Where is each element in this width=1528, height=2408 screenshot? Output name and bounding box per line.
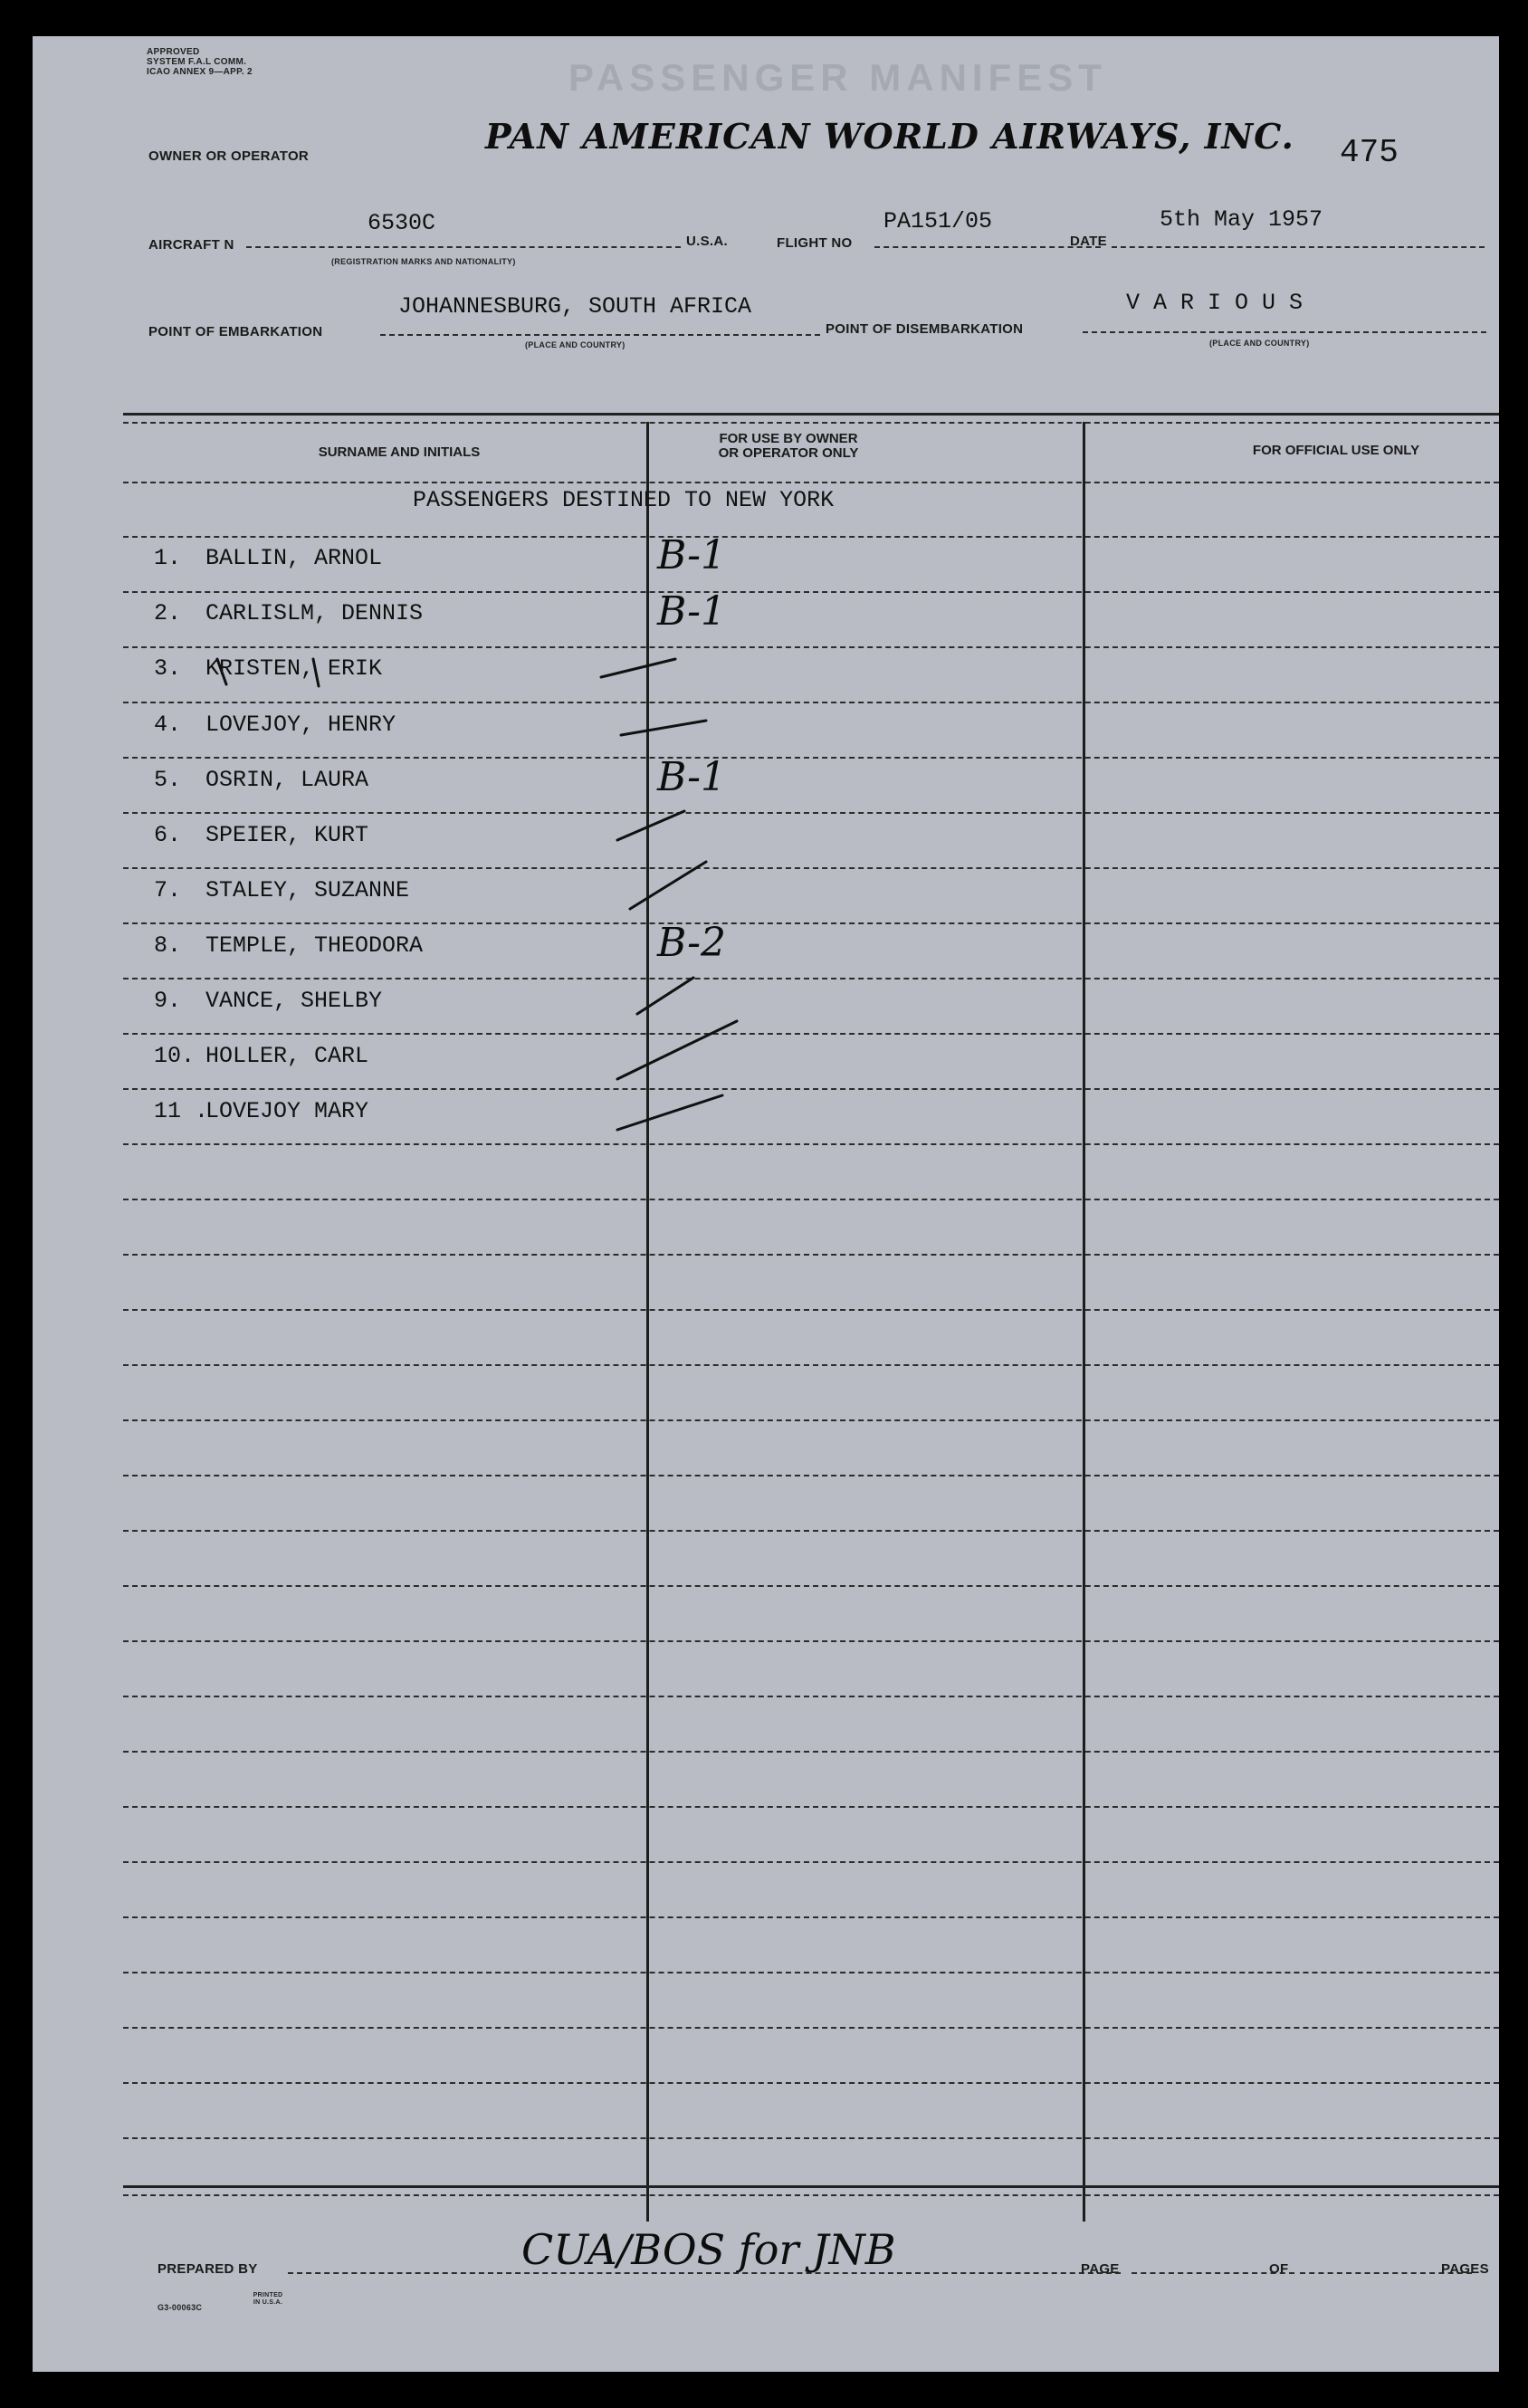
- title-stamp: PASSENGER MANIFEST: [568, 56, 1107, 99]
- row-number: 11 .: [154, 1098, 209, 1124]
- strike-mark: [217, 659, 226, 684]
- handwritten-strokes: [33, 36, 1499, 2372]
- passenger-name: SPEIER, KURT: [205, 822, 369, 848]
- airline-name: PAN AMERICAN WORLD AIRWAYS, INC.: [485, 116, 1294, 157]
- row-number: 2.: [154, 600, 182, 626]
- row-number: 1.: [154, 545, 182, 571]
- dash-mark-3: [601, 659, 675, 677]
- passenger-name: TEMPLE, THEODORA: [205, 932, 424, 959]
- passenger-name: BALLIN, ARNOL: [205, 545, 383, 571]
- passenger-name: VANCE, SHELBY: [205, 988, 383, 1014]
- approval-line: SYSTEM F.A.L COMM.: [147, 57, 247, 67]
- header-official: FOR OFFICIAL USE ONLY: [1252, 443, 1420, 458]
- dash-mark-4: [621, 721, 706, 735]
- row-number: 4.: [154, 712, 182, 738]
- pages-label: PAGES: [1441, 2261, 1489, 2277]
- section-heading: PASSENGERS DESTINED TO NEW YORK: [413, 487, 835, 513]
- dash-mark-10: [617, 1021, 737, 1079]
- owner-label: OWNER OR OPERATOR: [148, 148, 310, 164]
- row-number: 8.: [154, 932, 182, 959]
- aircraft-value: 6530C: [368, 210, 436, 236]
- embarkation-label: POINT OF EMBARKATION: [148, 324, 323, 339]
- of-label: OF: [1269, 2261, 1289, 2277]
- header-owner-line: FOR USE BY OWNER: [719, 431, 858, 446]
- passenger-name: LOVEJOY MARY: [205, 1098, 369, 1124]
- disembarkation-value: V A R I O U S: [1126, 290, 1304, 316]
- dash-mark-9: [637, 978, 693, 1014]
- prepared-label: PREPARED BY: [158, 2261, 258, 2277]
- disembarkation-caption: (PLACE AND COUNTRY): [1209, 339, 1310, 348]
- row-number: 7.: [154, 877, 182, 903]
- disembarkation-label: POINT OF DISEMBARKATION: [826, 321, 1024, 337]
- owner-mark: B-1: [657, 588, 727, 635]
- passenger-name: LOVEJOY, HENRY: [205, 712, 396, 738]
- row-number: 3.: [154, 655, 182, 682]
- owner-mark: B-1: [657, 754, 727, 800]
- row-number: 5.: [154, 767, 182, 793]
- header-owner-line: OR OPERATOR ONLY: [718, 445, 859, 461]
- date-value: 5th May 1957: [1160, 206, 1323, 233]
- dash-mark-11: [617, 1095, 722, 1130]
- page-number: 475: [1340, 134, 1399, 171]
- row-number: 9.: [154, 988, 182, 1014]
- owner-mark: B-2: [657, 920, 727, 966]
- manifest-sheet: [33, 36, 1499, 2372]
- passenger-name: HOLLER, CARL: [205, 1043, 369, 1069]
- form-code: G3-00063C: [158, 2303, 203, 2312]
- passenger-name: KRISTEN, ERIK: [205, 655, 383, 682]
- strike-mark-2: [313, 659, 319, 686]
- usa-label: U.S.A.: [686, 234, 728, 249]
- embarkation-value: JOHANNESBURG, SOUTH AFRICA: [398, 293, 752, 320]
- row-number: 6.: [154, 822, 182, 848]
- flight-label: FLIGHT NO: [777, 235, 853, 251]
- passenger-name: CARLISLM, DENNIS: [205, 600, 424, 626]
- embarkation-caption: (PLACE AND COUNTRY): [525, 340, 626, 349]
- page-label: PAGE: [1081, 2261, 1120, 2277]
- owner-mark: B-1: [657, 532, 727, 578]
- passenger-name: OSRIN, LAURA: [205, 767, 369, 793]
- approval-line: APPROVED: [147, 47, 200, 57]
- passenger-name: STALEY, SUZANNE: [205, 877, 410, 903]
- prepared-signature: CUA/BOS for JNB: [521, 2225, 896, 2274]
- printed-label: PRINTED IN U.S.A.: [253, 2292, 283, 2306]
- flight-value: PA151/05: [883, 208, 993, 234]
- registration-caption: (REGISTRATION MARKS AND NATIONALITY): [331, 257, 516, 266]
- row-number: 10.: [154, 1043, 196, 1069]
- aircraft-label: AIRCRAFT N: [148, 237, 234, 253]
- dash-mark-6: [617, 811, 684, 840]
- approval-line: ICAO ANNEX 9—APP. 2: [147, 67, 253, 77]
- header-surname: SURNAME AND INITIALS: [318, 444, 481, 460]
- date-label: DATE: [1070, 234, 1107, 249]
- dash-mark-7: [630, 862, 706, 909]
